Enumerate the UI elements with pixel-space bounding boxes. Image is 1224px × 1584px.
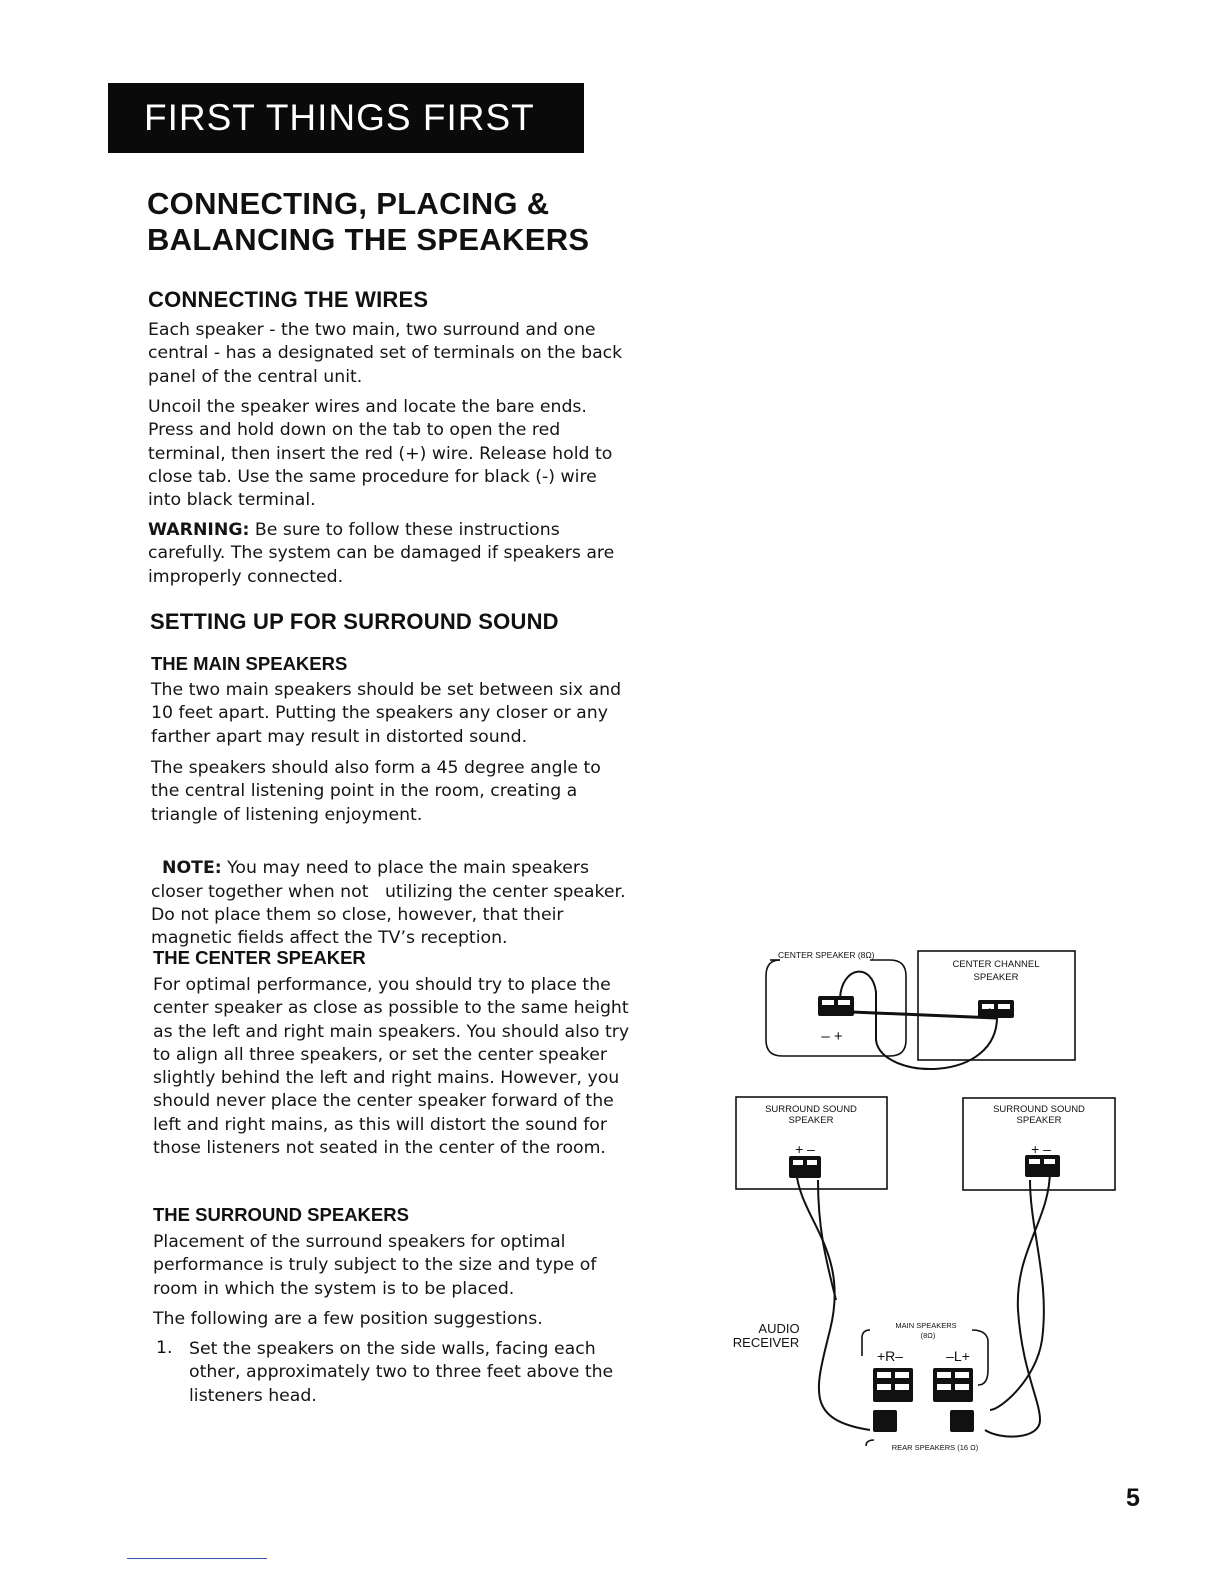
label-audio: AUDIO	[758, 1321, 800, 1336]
section-banner: FIRST THINGS FIRST	[108, 83, 584, 153]
label-main-ohms: (8Ω)	[920, 1331, 936, 1340]
heading-surround-speakers: THE SURROUND SPEAKERS	[153, 1204, 409, 1225]
surround-left-terminal	[789, 1156, 821, 1178]
warning-text: Be sure to follow these instructions carefully. The system can be damaged if speakers are improperly connected.	[148, 520, 615, 587]
receiver-center-terminal	[818, 996, 854, 1016]
title-line-1: CONNECTING, PLACING &	[147, 186, 550, 221]
title-line-2: BALANCING THE SPEAKERS	[147, 222, 590, 257]
warning-label: WARNING:	[148, 520, 250, 540]
paragraph-uncoil-wires: Uncoil the speaker wires and locate the bare ends. Press and hold down on the tab to open the red terminal, then insert the red (+) wire. Release hold to close tab. Use the same procedure for black (-) wire into black terminal.	[148, 397, 613, 511]
heading-center-speaker: THE CENTER SPEAKER	[153, 947, 366, 968]
paragraph-suggestions-intro: The following are a few position suggestions.	[153, 1309, 543, 1329]
note-text: You may need to place the main speakers closer together when not utilizing the center speaker. Do not place them so close, however, that their magnetic fields affect the TV’s reception.	[151, 858, 632, 949]
footer-rule	[127, 1558, 267, 1559]
label-center-channel-polarity: + –	[985, 1004, 1007, 1021]
label-center-channel-2: SPEAKER	[973, 972, 1019, 983]
label-rear-speakers: REAR SPEAKERS (16 Ω)	[891, 1443, 979, 1452]
right-surround-wire	[985, 1170, 1050, 1437]
paragraph-main-angle: The speakers should also form a 45 degree angle to the central listening point in the room, creating a triangle of listening enjoyment.	[151, 758, 601, 825]
heading-main-speakers: THE MAIN SPEAKERS	[151, 653, 348, 674]
label-receiver-center-polarity: – +	[821, 1028, 843, 1045]
label-center-channel-1: CENTER CHANNEL	[952, 959, 1040, 970]
note-label: NOTE:	[162, 858, 222, 879]
label-receiver: RECEIVER	[732, 1335, 800, 1350]
label-main-speakers: MAIN SPEAKERS	[895, 1321, 957, 1330]
label-surround-left-polarity: + –	[795, 1141, 815, 1157]
label-surround-left-1: SURROUND SOUND	[765, 1104, 857, 1115]
page-number: 5	[1126, 1484, 1140, 1512]
label-center-speaker: CENTER SPEAKER (8Ω)	[778, 950, 875, 960]
list-item-side-walls: Set the speakers on the side walls, facing each other, approximately two to three feet above the listeners head.	[189, 1339, 614, 1406]
left-surround-wire	[796, 1170, 870, 1430]
paragraph-surround-placement: Placement of the surround speakers for optimal performance is truly subject to the size and type of room in which the system is to be placed.	[153, 1232, 597, 1299]
paragraph-center-placement: For optimal performance, you should try to place the center speaker as close as possible to the same height as the left and right main speakers. You should also try to align all three speakers, or set the center speaker slightly behind the left and right mains. However, you should never place the center speaker forward of the left and right mains, as this will distort the sound for those listeners not seated in the center of the room.	[153, 975, 630, 1159]
label-surround-right-1: SURROUND SOUND	[993, 1104, 1085, 1115]
label-main-right-marker: +R–	[876, 1348, 904, 1364]
label-main-left-marker: –L+	[946, 1348, 970, 1364]
paragraph-main-distance: The two main speakers should be set between six and 10 feet apart. Putting the speakers any closer or any farther apart may result in distorted sound.	[151, 680, 622, 747]
paragraph-terminals: Each speaker - the two main, two surround and one central - has a designated set of terminals on the back panel of the central unit.	[148, 320, 623, 387]
label-surround-right-2: SPEAKER	[1016, 1115, 1062, 1126]
label-surround-right-polarity: + –	[1031, 1141, 1051, 1157]
list-number: 1.	[156, 1338, 173, 1358]
heading-surround-sound: SETTING UP FOR SURROUND SOUND	[150, 609, 559, 634]
heading-connecting-wires: CONNECTING THE WIRES	[148, 287, 429, 312]
surround-right-terminal	[1025, 1155, 1060, 1177]
label-surround-left-2: SPEAKER	[788, 1115, 834, 1126]
